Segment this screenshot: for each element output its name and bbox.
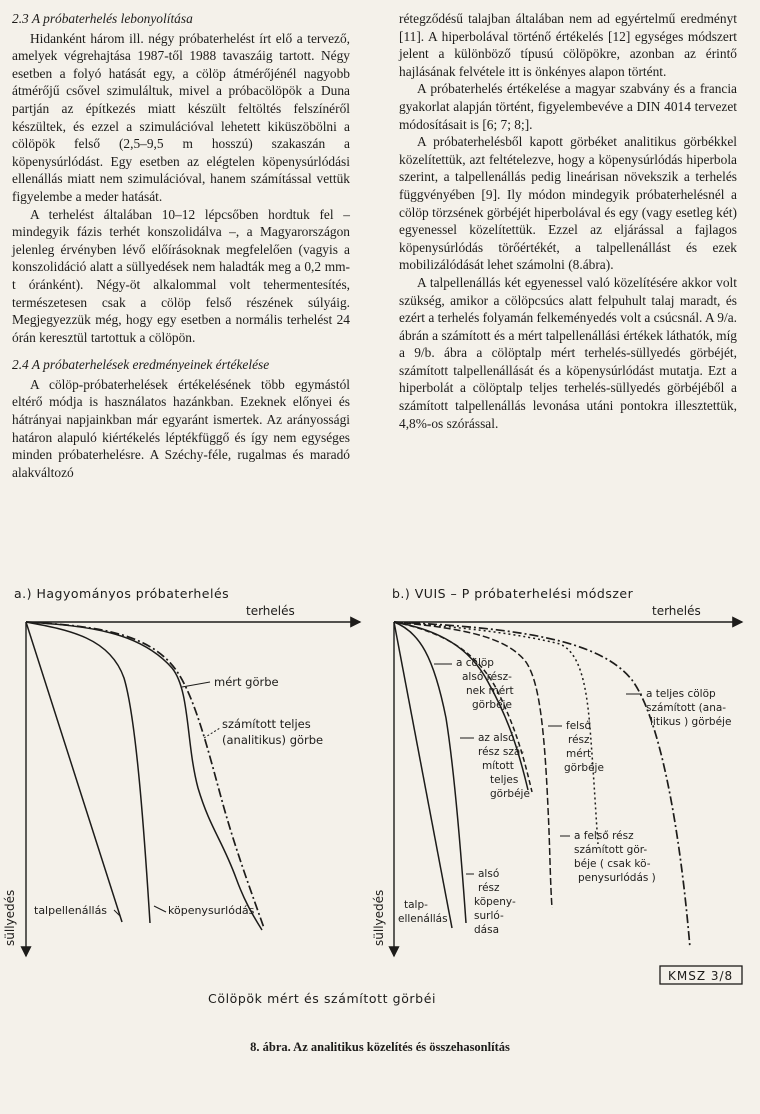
paragraph: A cölöp-próbaterhelések értékelésének több egymástól eltérő módja is használatos hazánkban. Ezeknek előnyei és hátrányai napjainkban már egyaránt ismertek. Az arányossági határon alapuló kiértékelés léptékfüggő és így nem egységes minden próbaterhelésre. A Széchy-féle, rugalmas és maradó alakváltozó	[12, 376, 350, 480]
settlement-axis-label-b: süllyedés	[372, 889, 386, 946]
figure-bottom-title: Cölöpök mért és számított görbéi	[208, 991, 437, 1006]
stamp-text: KMSZ 3/8	[668, 969, 734, 983]
base-resistance-curve-a	[26, 622, 122, 922]
load-axis-label-a: terhelés	[246, 604, 295, 618]
paragraph: A terhelést általában 10–12 lépcsőben hordtuk fel – mindegyik fázis terhét konszolidálva –, a Magyarországon jelenleg érvényben lévő előírásoknak megfelelően (vagyis a konszolidáció alatt a süllyedések nem haladták meg a 0,2 mm-t óránként). Négy-öt alkalommal volt tehermentesítés, természetesen csak a cölöp felső részének súlyáig. Megjegyezzük még, hogy egy esetben a normális terhelést 24 órán keresztül tartottuk a cölöpön.	[12, 206, 350, 345]
right-column	[399, 10, 737, 432]
label-computed-total-l2: (analitikus) görbe	[222, 733, 324, 747]
figure-8-diagram	[0, 578, 760, 1008]
shaft-friction-curve-a	[26, 622, 150, 923]
total-computed-curve-b	[394, 622, 690, 948]
load-axis-label-b: terhelés	[652, 604, 701, 618]
base-resistance-curve-b	[394, 622, 452, 928]
label-lower-part-friction-b: alsó rész köpeny- surló- dása	[474, 868, 516, 936]
panel-a	[3, 604, 360, 956]
settlement-axis-label-a: süllyedés	[3, 889, 17, 946]
panel-b-title: b.) VUIS – P próbaterhelési módszer	[392, 586, 634, 601]
paragraph: rétegződésű talajban általában nem ad egyértelmű eredményt [11]. A hiperbolával történő értékelés [12] egységes módszert jelent a különböző típusú cölöpökre, azonban az érintő hajlásának felvétele itt is önkényes alapon történt.	[399, 11, 737, 79]
paragraph: A talpellenállás két egyenessel való közelítésére akkor volt szükség, amikor a cölöpcsúcs alatt felpuhult talaj maradt, és ezért a terhelés folyamán felkeményedés volt a csúcsnál. A 9/a. ábrán a számított és a mért talpellenállási értékek láthatók, míg a 9/b. ábra a cölöptalp mért terhelés-süllyedés görbéjét, számított talpellenállását és a köpenysúrlódást mutatja. Ezt a hiperbolát a cölöptalp teljes terhelés-süllyedés görbéjéből a számított talpellenállás levonása utáni pontokra illesztettük, 4,8%-os szórással.	[399, 274, 737, 431]
paragraph: Hidanként három ill. négy próbaterhelést írt elő a tervező, amelyek végrehajtása 1987-től 1988 tavaszáig tartott. Négy esetben a folyó hatását egy, a cölöp átmérőjénél nagyobb átmérőjű csővel szimuláltuk, mivel a próbacölöpök a Duna partján az építkezés miatt készült feltöltés felszínéről készültek, és ezzel a szimulációval lehetett kiküszöbölni a cölöpök felső (2,5–9,5 m hosszú) szakaszán a köpenysúrlódást. Egy esetben az elégtelen köpenysúrlódási ellenállás miatt nem szimulációval, hanem számítással vettük figyelembe a meder hatását.	[12, 30, 350, 204]
paragraph: A próbaterhelés értékelése a magyar szabvány és a francia gyakorlat alapján történt, figyelembevéve a DIN 4014 tervezet módosításait is [6; 7; 8;].	[399, 81, 737, 132]
label-lower-measured-b: a cölöp alsó rész- nek mért görbéje	[456, 657, 514, 711]
computed-total-curve-a	[26, 622, 264, 928]
label-shaft-friction-a: köpenysurlódás	[168, 904, 255, 917]
figure-caption: 8. ábra. Az analitikus közelítés és összehasonlítás	[250, 1040, 510, 1054]
section-heading-2-3: 2.3 A próbaterhelés lebonyolítása	[12, 11, 193, 26]
panel-b	[372, 604, 742, 984]
label-upper-measured-b: felső rész mért görbéje	[564, 720, 604, 774]
section-heading-2-4: 2.4 A próbaterhelések eredményeinek értékelése	[12, 357, 270, 373]
label-total-computed-b: a teljes cölöp számított (ana- litikus ) görbéje	[646, 688, 732, 728]
label-base-resistance-b: talp- ellenállás	[398, 899, 448, 925]
left-column	[12, 10, 350, 481]
label-computed-total-l1: számított teljes	[222, 717, 311, 731]
label-lower-computed-b: az alsó rész szá- mított teljes görbéje	[478, 732, 530, 800]
panel-a-title: a.) Hagyományos próbaterhelés	[14, 586, 230, 601]
label-base-resistance-a: talpellenállás	[34, 904, 108, 917]
paragraph: A próbaterhelésből kapott görbéket analitikus görbékkel közelítettük, azt feltételezve, hogy a köpenysúrlódás hiperbola szerint, a talpellenállás pedig lineárisan növekszik a terhelés függvényében [9]. Ily módon mindegyik próbaterhelésnél a cölöp törzsének görbéjét hiperbolával és egy (vagy esetleg két) egyenessel közelítettük. Ezzel az eljárással a fajlagos köpenysúrlódás törőértékét, a talpellenállást és ezek mobilizálódását lehet számolni (8.ábra).	[399, 134, 737, 273]
label-upper-computed-b: a felső rész számított gör- béje ( csak kö- penysurlódás )	[574, 830, 656, 884]
label-measured-curve: mért görbe	[214, 675, 279, 689]
measured-curve-a	[26, 622, 262, 930]
